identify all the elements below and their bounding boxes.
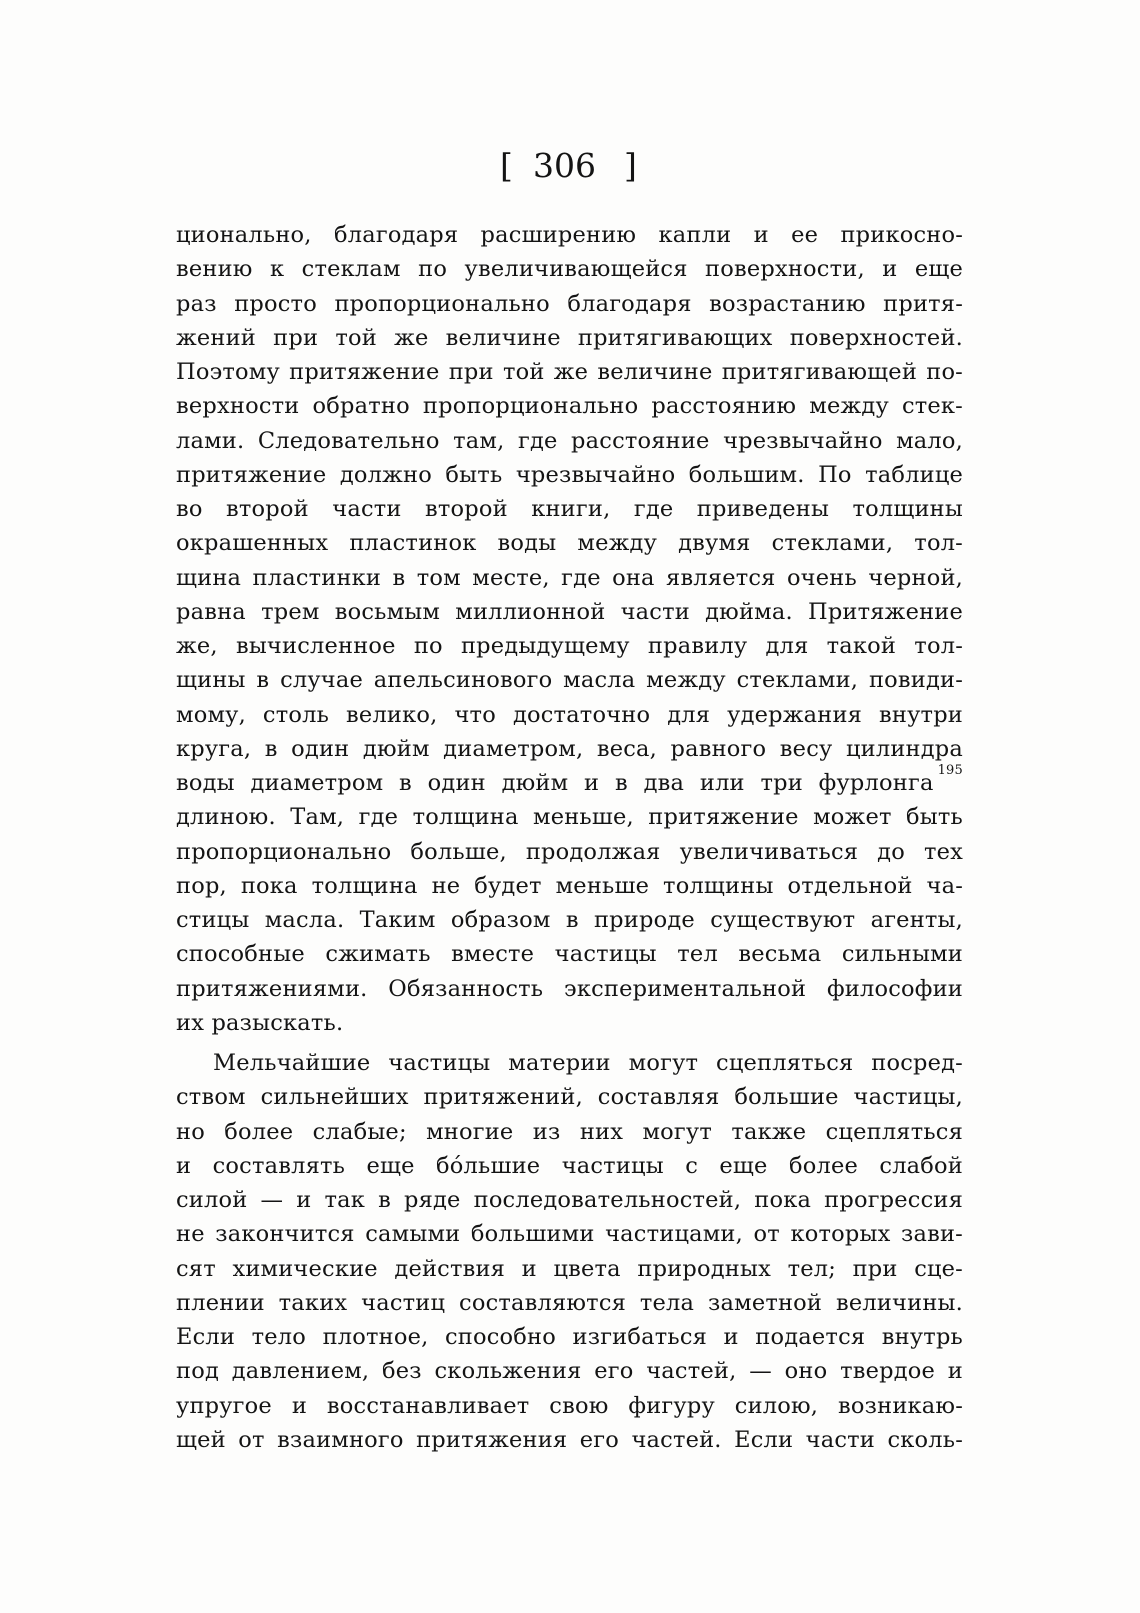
text-line: пропорционально больше, продолжая увеличиваться до тех xyxy=(176,838,963,865)
bracket-left: [ xyxy=(500,146,513,185)
text-line: круга, в один дюйм диаметром, веса, равного весу цилиндра xyxy=(176,735,963,762)
text-line: раз просто пропорционально благодаря возрастанию притя- xyxy=(176,290,963,317)
text-line: способные сжимать вместе частицы тел весьма сильными xyxy=(176,941,963,968)
text-line: щина пластинки в том месте, где она является очень черной, xyxy=(176,564,963,591)
text-line: вению к стеклам по увеличивающейся поверхности, и еще xyxy=(176,256,963,283)
text-line: лами. Следовательно там, где расстояние чрезвычайно мало, xyxy=(176,427,963,454)
text-line: стицы масла. Таким образом в природе существуют агенты, xyxy=(176,907,963,933)
text-line: Мельчайшие частицы материи могут сцепляться посред- xyxy=(213,1050,963,1076)
text-line: жений при той же величине притягивающих поверхностей. xyxy=(176,324,963,351)
text-line: ционально, благодаря расширению капли и ее прикосно- xyxy=(176,222,963,248)
text-line: во второй части второй книги, где приведены толщины xyxy=(176,496,963,522)
text-line: притяжение должно быть чрезвычайно большим. По таблице xyxy=(176,461,963,488)
page-number-header xyxy=(500,144,640,188)
text-line: сят химические действия и цвета природных тел; при сце- xyxy=(176,1255,963,1282)
body-text xyxy=(176,218,963,1457)
footnote-marker: 195 xyxy=(937,763,963,778)
text-line: и составлять еще бóльшие частицы с еще более слабой xyxy=(176,1152,963,1179)
bracket-right: ] xyxy=(624,146,637,185)
text-line: плении таких частиц составляются тела заметной величины. xyxy=(176,1289,963,1316)
text-line: щины в случае апельсинового масла между стеклами, повиди- xyxy=(176,667,963,694)
text-line: окрашенных пластинок воды между двумя стеклами, тол- xyxy=(176,530,963,557)
text-line: верхности обратно пропорционально расстоянию между стек- xyxy=(176,393,963,420)
text-line: Поэтому притяжение при той же величине притягивающей по- xyxy=(176,359,963,385)
text-line: но более слабые; многие из них могут также сцепляться xyxy=(176,1118,963,1145)
text-line: силой — и так в ряде последовательностей, пока прогрессия xyxy=(176,1187,963,1213)
text-line: равна трем восьмым миллионной части дюйма. Притяжение xyxy=(176,598,963,625)
text-line: мому, столь велико, что достаточно для удержания внутри xyxy=(176,701,963,728)
text-line: воды диаметром в один дюйм и в два или три фурлонга xyxy=(176,770,934,796)
text-line: их разыскать. xyxy=(176,1009,344,1036)
text-line: под давлением, без скольжения его частей, — оно твердое и xyxy=(176,1358,963,1385)
text-line-with-footnote xyxy=(176,763,963,800)
text-line: длиною. Там, где толщина меньше, притяжение может быть xyxy=(176,804,963,831)
text-line: пор, пока толщина не будет меньше толщины отдельной ча- xyxy=(176,872,963,899)
text-line: упругое и восстанавливает свою фигуру силою, возникаю- xyxy=(176,1392,963,1419)
text-line: Если тело плотное, способно изгибаться и подается внутрь xyxy=(176,1324,963,1350)
text-line: притяжениями. Обязанность экспериментальной философии xyxy=(176,975,963,1002)
text-line: не закончится самыми большими частицами, от которых зави- xyxy=(176,1221,963,1248)
page-number: 306 xyxy=(533,146,596,185)
text-line: щей от взаимного притяжения его частей. Если части сколь- xyxy=(176,1426,963,1453)
text-line: же, вычисленное по предыдущему правилу для такой тол- xyxy=(176,633,963,659)
text-line: ством сильнейших притяжений, составляя большие частицы, xyxy=(176,1084,963,1111)
